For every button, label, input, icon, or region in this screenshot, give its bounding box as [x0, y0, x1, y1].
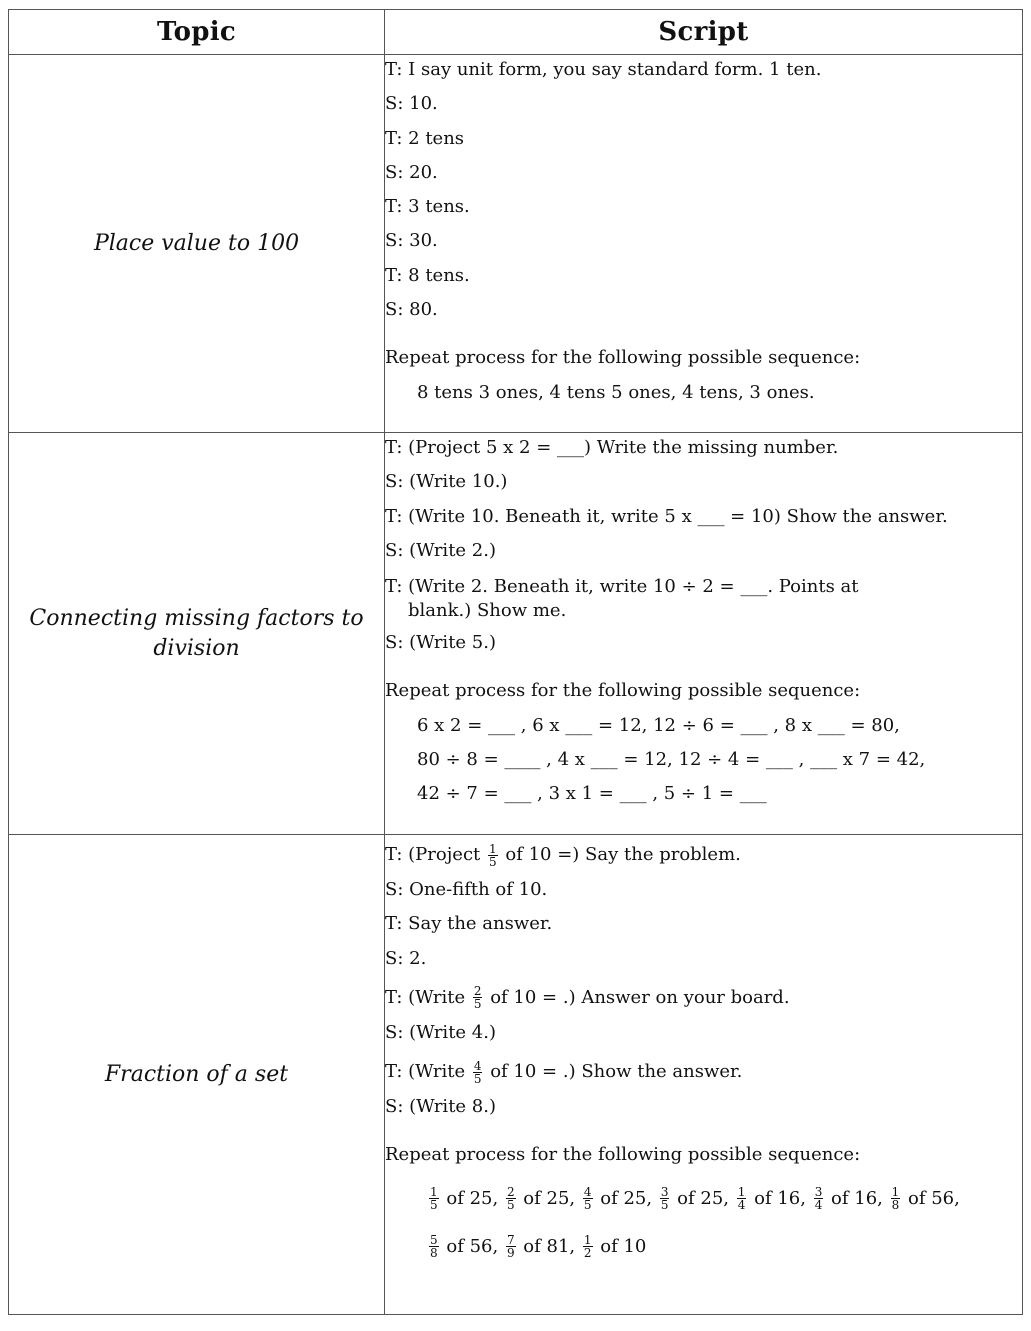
script-line-suffix: of 10 =) Say the problem.	[499, 844, 741, 865]
sequence-item-text: of 81,	[517, 1235, 581, 1257]
sequence-line: 42 ÷ 7 = ___ , 3 x 1 = ___ , 5 ÷ 1 = ___	[417, 783, 767, 805]
fraction	[891, 1186, 901, 1211]
repeat-instruction: Repeat process for the following possible sequence:	[385, 347, 861, 369]
fraction-denominator: 2	[583, 1246, 592, 1261]
script-line: S: 20.	[385, 161, 438, 183]
fraction-numerator: 2	[473, 984, 482, 999]
script-line-text: T: Say the answer.	[385, 913, 553, 935]
script-line-text: S: One-fifth of 10.	[385, 879, 548, 900]
fraction	[506, 1234, 516, 1259]
script-line	[385, 875, 1022, 909]
script-line	[385, 835, 1022, 875]
script-line: S: 30.	[385, 230, 438, 252]
script-line-text: S: (Write 4.)	[385, 1021, 496, 1043]
sequence-line: 6 x 2 = ___ , 6 x ___ = 12, 12 ÷ 6 = ___ , 8 x ___ = 80,	[417, 714, 900, 736]
script-line: T: (Project 5 x 2 = ___) Write the missing number.	[385, 437, 839, 458]
script-line	[385, 909, 1022, 943]
fraction-numerator: 4	[583, 1185, 592, 1200]
fraction-denominator: 5	[506, 1198, 515, 1213]
fraction-denominator: 5	[583, 1198, 592, 1213]
sequence-line	[427, 1175, 1022, 1223]
repeat-instruction: Repeat process for the following possible sequence:	[385, 680, 861, 702]
fraction	[488, 843, 498, 868]
script-line-text: S: (Write 8.)	[385, 1096, 496, 1118]
topic-cell: Place value to 100	[9, 55, 385, 433]
fraction-numerator: 1	[489, 841, 497, 856]
sequence-line: 80 ÷ 8 = ____ , 4 x ___ = 12, 12 ÷ 4 = ___ , ___ x 7 = 42,	[417, 749, 926, 771]
script-line-text: S: 2.	[385, 947, 427, 969]
script-line: T: I say unit form, you say standard form. 1 ten.	[385, 59, 822, 80]
script-line: T: 2 tens	[385, 127, 465, 149]
table-row	[9, 55, 1023, 433]
script-line-prefix: T: (Write	[385, 1061, 471, 1083]
sequence-item-text: of 25,	[671, 1187, 735, 1209]
fraction-denominator: 8	[891, 1198, 900, 1213]
repeat-instruction: Repeat process for the following possible sequence:	[385, 1144, 861, 1166]
script-cell	[385, 433, 1023, 835]
fraction-denominator: 5	[660, 1198, 669, 1213]
sequence-item-text: of 16,	[825, 1187, 889, 1209]
script-line: T: 8 tens.	[385, 264, 470, 286]
fraction	[583, 1186, 593, 1211]
header-topic: Topic	[9, 10, 385, 55]
sequence-item-text: of 16,	[748, 1187, 812, 1209]
script-line	[385, 1052, 1022, 1092]
fraction	[429, 1234, 439, 1259]
sequence-item-text: of 25,	[594, 1187, 658, 1209]
script-line: S: (Write 2.)	[385, 539, 496, 561]
fraction-numerator: 4	[473, 1058, 482, 1073]
header-script: Script	[385, 10, 1023, 55]
sequence-item-text: of 56,	[440, 1235, 504, 1257]
sequence-item-text: of 25,	[517, 1187, 581, 1209]
fraction	[506, 1186, 516, 1211]
fraction	[473, 985, 483, 1010]
script-line	[385, 1018, 1022, 1052]
sequence-item-text: of 25,	[440, 1187, 504, 1209]
script-line: T: (Write 10. Beneath it, write 5 x ___ = 10) Show the answer.	[385, 505, 948, 527]
script-line-prefix: T: (Write	[385, 986, 471, 1008]
fraction-denominator: 8	[430, 1246, 438, 1261]
script-cell	[385, 55, 1023, 433]
fraction-denominator: 9	[506, 1246, 515, 1261]
script-line: T: 3 tens.	[385, 196, 470, 218]
fraction-numerator: 1	[891, 1185, 900, 1200]
script-line-suffix: of 10 = .) Show the answer.	[484, 1061, 743, 1083]
sequence-item-text: of 56,	[902, 1187, 960, 1209]
script-line: S: (Write 10.)	[385, 471, 508, 493]
fraction	[737, 1186, 747, 1211]
fraction-numerator: 3	[814, 1185, 823, 1200]
topic-cell: Fraction of a set	[9, 835, 385, 1315]
fraction-numerator: 2	[506, 1185, 515, 1200]
fraction	[429, 1186, 439, 1211]
script-line-suffix: of 10 = .) Answer on your board.	[484, 986, 790, 1008]
script-line: S: 80.	[385, 299, 438, 321]
table-row	[9, 835, 1023, 1315]
script-line: S: 10.	[385, 93, 438, 115]
script-cell	[385, 835, 1023, 1315]
fraction-numerator: 1	[583, 1233, 592, 1248]
fraction-denominator: 4	[814, 1198, 823, 1213]
header-row	[9, 10, 1023, 55]
sequence-item-text: of 10	[594, 1235, 647, 1257]
topic-cell: Connecting missing factors to division	[9, 433, 385, 835]
sequence-line: 8 tens 3 ones, 4 tens 5 ones, 4 tens, 3 ones.	[417, 381, 815, 403]
fraction	[814, 1186, 824, 1211]
table-row	[9, 433, 1023, 835]
fraction-denominator: 5	[473, 997, 482, 1012]
fraction	[473, 1060, 483, 1085]
fraction-numerator: 7	[506, 1233, 515, 1248]
fraction-numerator: 3	[660, 1185, 669, 1200]
script-line: T: (Write 2. Beneath it, write 10 ÷ 2 = ___. Points at blank.) Show me.	[385, 576, 859, 622]
fraction-denominator: 5	[430, 1198, 438, 1213]
fraction	[583, 1234, 593, 1259]
fraction-denominator: 5	[489, 854, 497, 869]
script-line	[385, 978, 1022, 1018]
script-line	[385, 1092, 1022, 1126]
lesson-script-table	[8, 9, 1023, 1315]
sequence-line	[427, 1223, 1022, 1271]
fraction-denominator: 5	[473, 1071, 482, 1086]
fraction-denominator: 4	[737, 1198, 746, 1213]
script-line-prefix: T: (Project	[385, 844, 486, 865]
script-line: S: (Write 5.)	[385, 632, 496, 654]
fraction	[660, 1186, 670, 1211]
fraction-numerator: 1	[430, 1185, 438, 1200]
fraction-numerator: 1	[737, 1185, 746, 1200]
fraction-numerator: 5	[430, 1233, 438, 1248]
script-line	[385, 944, 1022, 978]
